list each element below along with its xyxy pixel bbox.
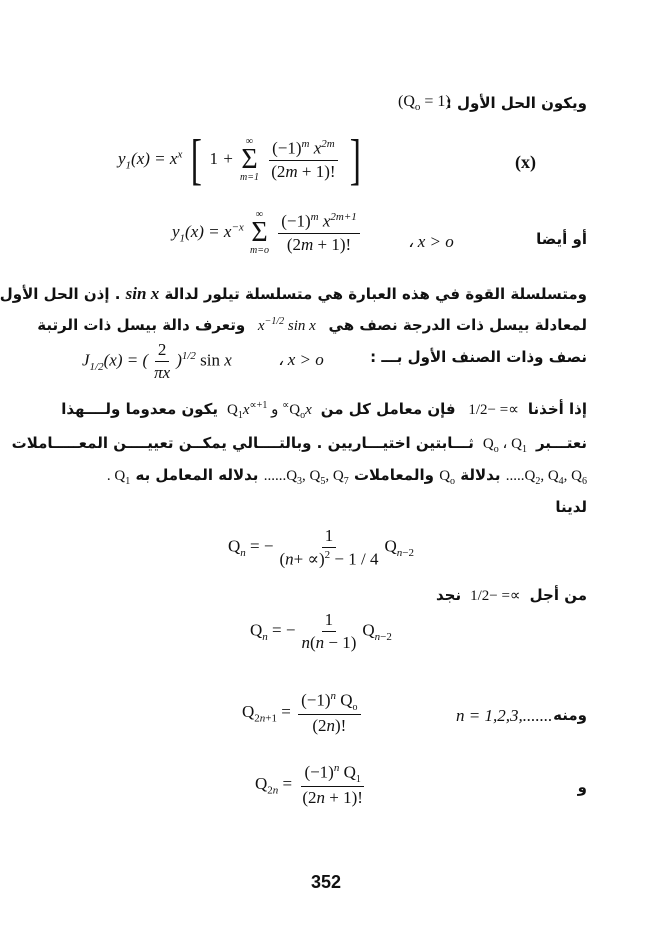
paragraph-line-11: من أجل ∝= −1/2 نجد (436, 586, 587, 604)
q0-condition: $(Q_o = 1)$ (398, 93, 451, 114)
equation-y1-series: $y_1(x) = x^x$ [ 1 + ∞ Σ m=1 $\frac{(-1)^m x^{2m}}{(2m + 1)!}$ ] (118, 129, 361, 191)
and-text: و (577, 778, 587, 796)
equation-label: (x) (515, 152, 536, 172)
condition-x-positive: ، x > o (408, 232, 454, 251)
coefficient-even: $Q_{2n}$ = $\frac{(-1)^n Q_1}{(2n + 1)!}$ (255, 762, 363, 808)
bessel-j-half: $J_{1/2}(x)$ = ( $\frac{2}{\pi x}$ )$^{1/2}$ sin x (82, 340, 232, 382)
recurrence-half: $Q_n$ = − $\frac{1}{n(n - 1)}$ $Q_{n-2}$ (250, 610, 392, 652)
page-number: 352 (311, 872, 342, 892)
paragraph-line-4: ومتسلسلة القوة في هذه العبارة هي متسلسلة تيلور لدالة sin x . إذن الحل الأول (0, 284, 587, 303)
condition-x-positive-2: ، x > o (278, 350, 324, 369)
also-text: أو أيضا (536, 230, 587, 248)
paragraph-line-7: إذا أخذنا ∝= −1/2 فإن معامل كل من $Q_ox^\propto$ و $Q_1x^{\propto+1}$ يكون معدوما ولــــهذا (61, 400, 587, 421)
we-have-text: لدينا (555, 498, 587, 516)
coefficient-odd: $Q_{2n+1}$ = $\frac{(-1)^n Q_o}{(2n)!}$ (242, 690, 364, 736)
hence-text: ومنه (553, 706, 587, 724)
equation-y1-alt: $y_1(x) = x^{-x}$ ∞ Σ m=o $\frac{(-1)^m x^{2m+1}}{(2m + 1)!}$ (172, 210, 363, 256)
paragraph-line-9: $Q_2$, $Q_4$, $Q_6$..... بدلالة $Q_o$ والمعاملات $Q_3$, $Q_5$, $Q_7$...... بدلاله المعامل به $Q_1$ . (106, 466, 587, 487)
paragraph-line-8: نعتـــبر $Q_o$ ، $Q_1$ ثـــابتين اختيـــاريين . وبالتــــالي يمكــن تعييــــن المعـــــاملات (11, 434, 587, 455)
paragraph-line-6: نصف وذات الصنف الأول بـــ : (370, 348, 587, 366)
n-range: n = 1,2,3,....... (456, 706, 553, 725)
recurrence-general: $Q_n$ = − $\frac{1}{(n+ \propto)^2 - 1 / 4}$ $Q_{n-2}$ (228, 526, 414, 569)
intro-text: ويكون الحل الأول : (445, 94, 587, 112)
paragraph-line-5: لمعادلة بيسل ذات الدرجة نصف هي $x^{-1/2}$ sin x وتعرف دالة بيسل ذات الرتبة (37, 316, 587, 334)
intro-first-solution (446, 94, 587, 112)
